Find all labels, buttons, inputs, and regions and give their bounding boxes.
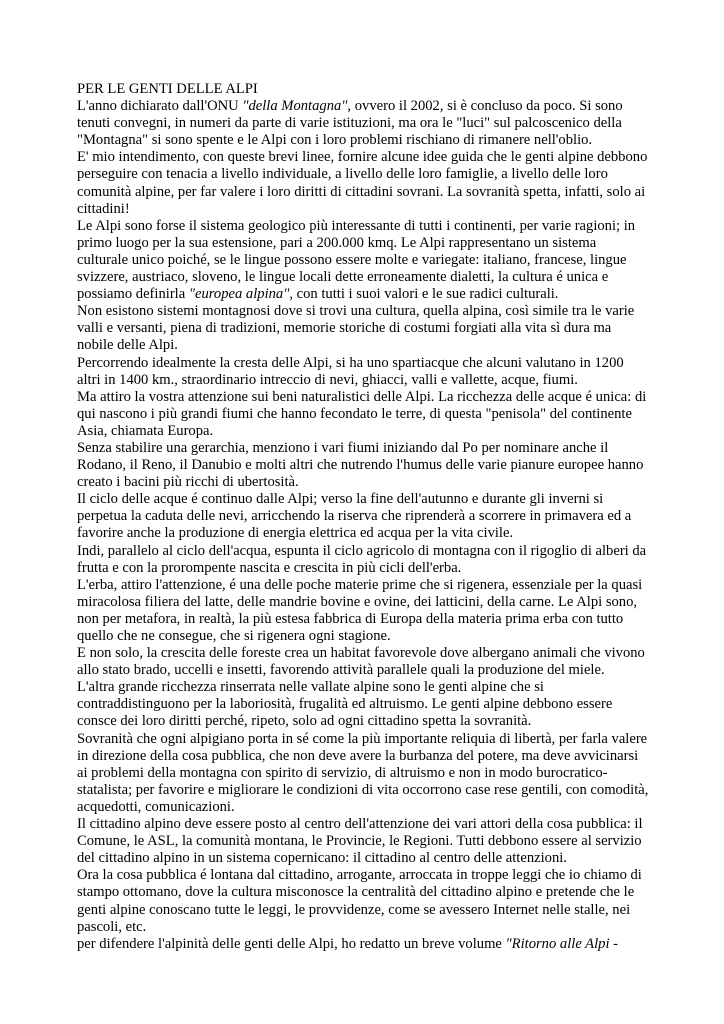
paragraph-citizen-center: Il cittadino alpino deve essere posto al centro dell'attenzione dei vari attori della cosa pubblica: il Comune, le ASL, la comunità montana, le Provincie, le Regioni. Tutti debbono essere al servizio del cittadino alpino in un sistema copernicano: il cittadino al centro delle attenzioni.: [77, 816, 643, 867]
paragraph-volume: [77, 936, 649, 953]
paragraph-text: , con tutti i suoi valori e le sue radici culturali.: [289, 286, 559, 303]
paragraph-text: per difendere l'alpinità delle genti delle Alpi, ho redatto un breve volume: [77, 935, 506, 952]
paragraph-intent: E' mio intendimento, con queste brevi linee, fornire alcune idee guida che le genti alpine debbono perseguire con tenacia a livello individuale, a livello delle loro famiglie, a livello delle loro comunità alpine, per far valere i loro diritti di cittadini sovrani. La sovranità spetta, infatti, solo ai cittadini!: [77, 149, 648, 217]
paragraph-water-cycle: Il ciclo delle acque é continuo dalle Alpi; verso la fine dell'autunno e durante gli inverni si perpetua la caduta delle nevi, arricchendo la riserva che riprenderà a scorrere in primavera ed a favorire anche la produzione di energia elettrica ed acqua per la vita civile.: [77, 491, 632, 542]
paragraph-alpine-people: L'altra grande ricchezza rinserrata nelle vallate alpine sono le genti alpine che si contraddistinguono per la laboriosità, frugalità ed altruismo. Le genti alpine debbono essere consce dei loro diritti perché, ripeto, solo ad ogni cittadino spetta la sovranità.: [77, 679, 613, 730]
italic-quote: "europea alpina": [188, 286, 290, 303]
paragraph-onu-year: [77, 98, 649, 149]
paragraph-forests: E non solo, la crescita delle foreste crea un habitat favorevole dove albergano animali che vivono allo stato brado, uccelli e insetti, favorendo attività parallele quali la produzione del miele.: [77, 645, 645, 679]
paragraph-sovereignty: Sovranità che ogni alpigiano porta in sé come la più importante reliquia di libertà, per farla valere in direzione della cosa pubblica, che non deve avere la burbanza del potere, ma deve avvicinarsi ai problemi della montagna con spirito di servizio, di altruismo e non in modo burocratico-statalista; per favorire e migliorare le condizioni di vita occorrono case rese gentili, con comodità, acquedotti, comunicazioni.: [77, 730, 649, 815]
paragraph-waters: Ma attiro la vostra attenzione sui beni naturalistici delle Alpi. La ricchezza delle acque é unica: di qui nascono i più grandi fiumi che hanno fecondato le terre, di questa "penisola" del continente Asia, chiamata Europa.: [77, 388, 647, 439]
paragraph-geology: [77, 218, 649, 303]
paragraph-text: L'anno dichiarato dall'ONU: [77, 98, 243, 115]
document-title: PER LE GENTI DELLE ALPI: [77, 81, 258, 97]
paragraph-agricultural-cycle: Indi, parallelo al ciclo dell'acqua, espunta il ciclo agricolo di montagna con il rigoglio di alberi da frutta e con la prorompente nascita e crescita in più cicli dell'erba.: [77, 542, 647, 576]
paragraph-text: Le Alpi sono forse il sistema geologico più interessante di tutti i continenti, per varie ragioni; in primo luogo per la sua estensione, pari a 200.000 kmq. Le Alpi rappresentano un sistema culturale unico poiché, se le lingue possono essere molte e variegate: italiano, francese, lingue svizzere, austriaco, sloveno, le lingue locali dette erroneamente dialetti, la cultura é unica e possiamo definirla: [77, 217, 636, 303]
paragraph-text: , ovvero il 2002, si è concluso da poco. Si sono tenuti convegni, in numeri da parte di varie istituzioni, ma ora le "luci" sul palcoscenico della "Montagna" si sono spente e le Alpi con i loro problemi rischiano di rimanere nell'oblio.: [77, 98, 623, 149]
paragraph-grass: L'erba, attiro l'attenzione, é una delle poche materie prime che si rigenera, essenziale per la quasi miracolosa filiera del latte, delle mandrie bovine e ovine, dei latticini, della carne. Le Alpi sono, non per metafora, in realtà, la più estesa fabbrica di Europa della materia prima erba con tutto quello che ne consegue, che si rigenera ogni stagione.: [77, 576, 643, 644]
italic-quote: "della Montagna": [242, 98, 348, 115]
paragraph-rivers: Senza stabilire una gerarchia, menziono i vari fiumi iniziando dal Po per nominare anche il Rodano, il Reno, il Danubio e molti altri che nutrendo l'humus delle varie pianure europee hanno creato i bacini più ricchi di ubertosità.: [77, 439, 644, 491]
italic-quote: "Ritorno alle Alpi -: [505, 935, 619, 952]
paragraph-watershed: Percorrendo idealmente la cresta delle Alpi, si ha uno spartiacque che alcuni valutano in 1200 altri in 1400 km., straordinario intreccio di nevi, ghiacci, valli e vallette, acque, fiumi.: [77, 354, 624, 388]
document-body: [77, 81, 649, 953]
paragraph-public-affairs: Ora la cosa pubblica é lontana dal cittadino, arrogante, arroccata in troppe leggi che io chiamo di stampo ottomano, dove la cultura misconosce la centralità del cittadino alpino e pretende che le genti alpine conoscano tutte le leggi, le provvidenze, come se avessero Internet nelle stalle, nei pascoli, etc.: [77, 867, 642, 935]
paragraph-culture: Non esistono sistemi montagnosi dove si trovi una cultura, quella alpina, così simile tra le varie valli e versanti, piena di tradizioni, memorie storiche di costumi forgiati alla vita sì dura ma nobile delle Alpi.: [77, 303, 635, 354]
